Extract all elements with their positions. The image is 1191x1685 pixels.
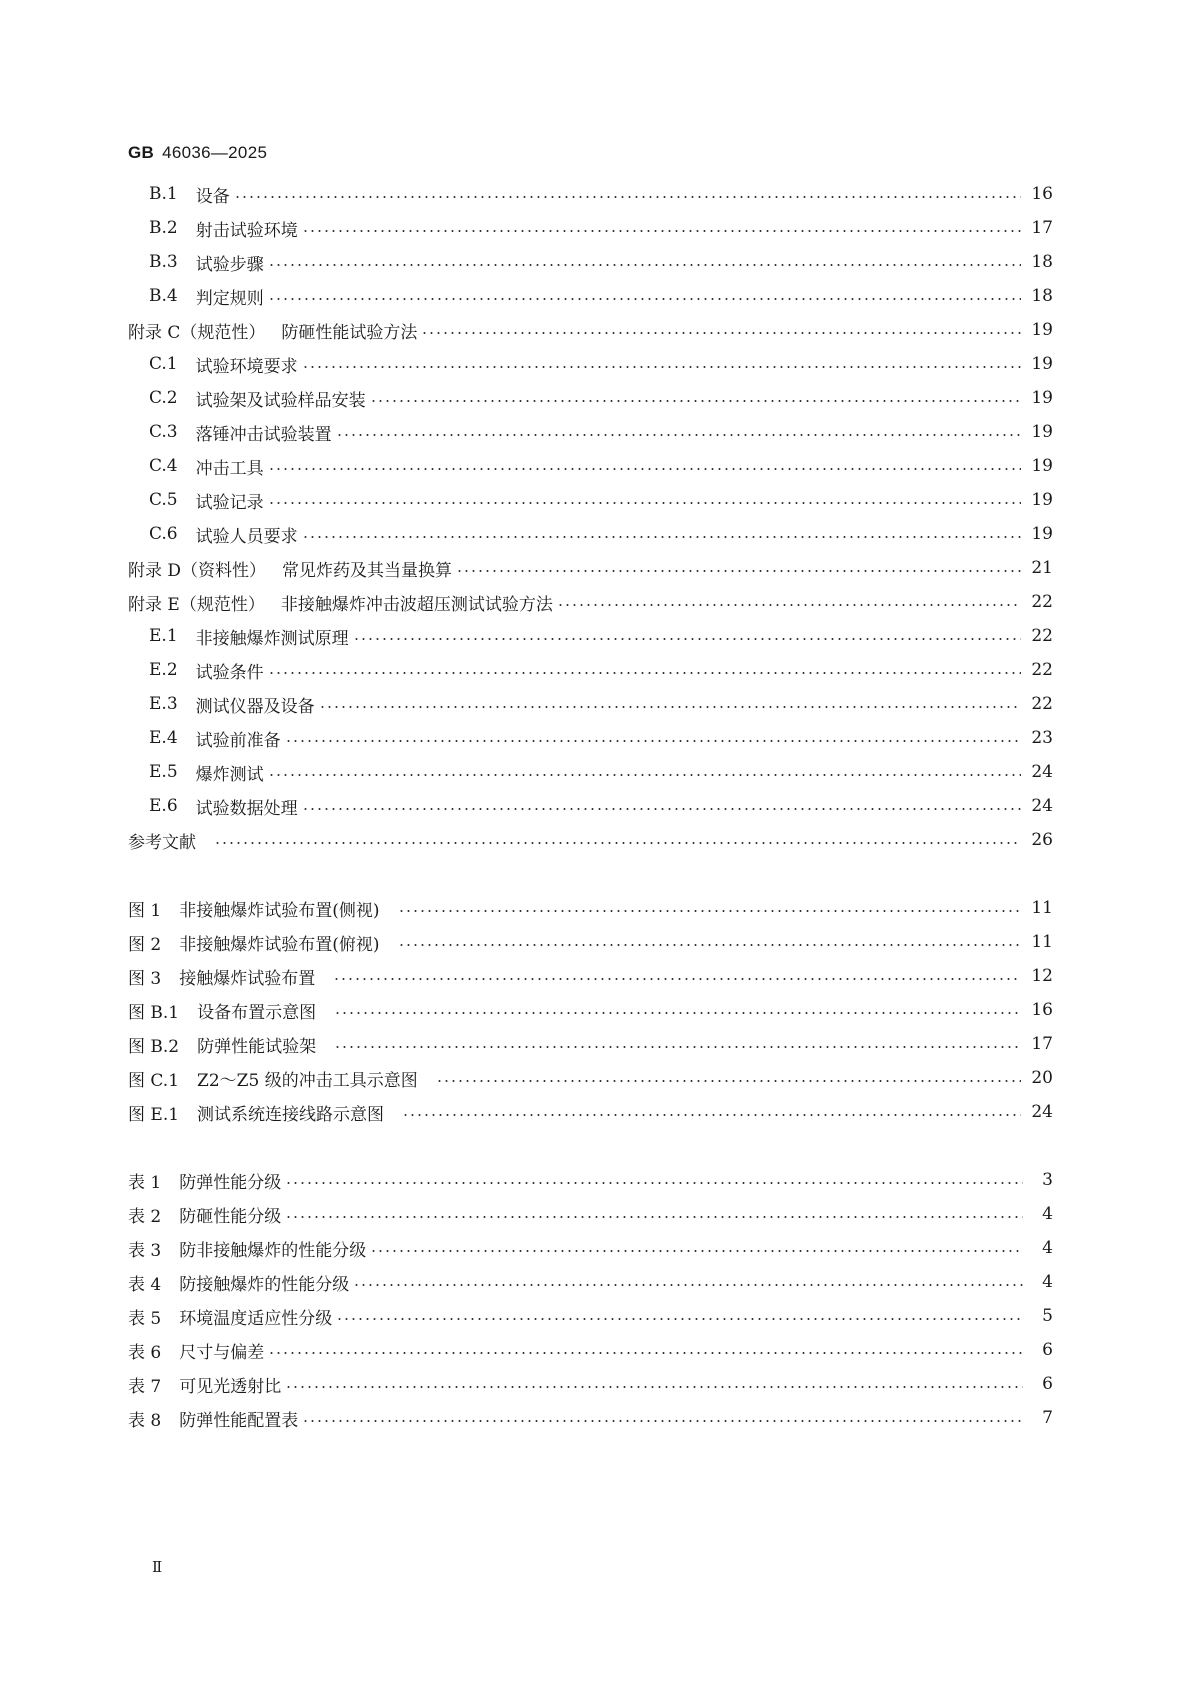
standard-number: 46036—2025: [162, 143, 268, 162]
leader-dots: [370, 1250, 1023, 1252]
figure-entry[interactable]: 图 C.1 Z2～Z5 级的冲击工具示意图 20: [128, 1068, 1053, 1091]
toc-entry[interactable]: C.1 试验环境要求 19: [149, 354, 1053, 377]
toc-entry[interactable]: E.6 试验数据处理 24: [149, 796, 1053, 819]
toc-appendix-entry[interactable]: 附录 E（规范性） 非接触爆炸冲击波超压测试试验方法 22: [128, 592, 1053, 615]
leader-dots: [302, 366, 1022, 368]
leader-dots: [319, 706, 1022, 708]
toc-entry[interactable]: E.3 测试仪器及设备 22: [149, 694, 1053, 717]
leader-dots: [268, 672, 1022, 674]
leader-dots: [334, 1012, 1021, 1014]
figure-entry[interactable]: 图 3 接触爆炸试验布置 12: [128, 966, 1053, 989]
toc-entry[interactable]: B.1 设备 16: [149, 184, 1053, 207]
leader-dots: [436, 1080, 1022, 1082]
table-entry[interactable]: 表 2 防砸性能分级 4: [128, 1204, 1053, 1227]
toc-appendix-entry[interactable]: 附录 D（资料性） 常见炸药及其当量换算 21: [128, 558, 1053, 581]
leader-dots: [402, 1114, 1021, 1116]
leader-dots: [398, 910, 1022, 912]
toc-entry[interactable]: C.4 冲击工具 19: [149, 456, 1053, 479]
leader-dots: [268, 774, 1022, 776]
toc-entry[interactable]: E.4 试验前准备 23: [149, 728, 1053, 751]
leader-dots: [336, 1318, 1023, 1320]
page-number: Ⅱ: [152, 1558, 163, 1576]
leader-dots: [268, 298, 1022, 300]
leader-dots: [302, 808, 1022, 810]
toc-entry[interactable]: B.2 射击试验环境 17: [149, 218, 1053, 241]
leader-dots: [456, 570, 1021, 572]
leader-dots: [336, 434, 1022, 436]
leader-dots: [214, 842, 1021, 844]
leader-dots: [334, 1046, 1021, 1048]
leader-dots: [333, 978, 1021, 980]
figure-entry[interactable]: 图 B.2 防弹性能试验架 17: [128, 1034, 1053, 1057]
table-entry[interactable]: 表 8 防弹性能配置表 7: [128, 1408, 1053, 1431]
table-entry[interactable]: 表 3 防非接触爆炸的性能分级 4: [128, 1238, 1053, 1261]
leader-dots: [268, 502, 1022, 504]
figure-entry[interactable]: 图 1 非接触爆炸试验布置(侧视) 11: [128, 898, 1053, 921]
leader-dots: [370, 400, 1022, 402]
leader-dots: [268, 264, 1022, 266]
table-entry[interactable]: 表 1 防弹性能分级 3: [128, 1170, 1053, 1193]
toc-entry[interactable]: C.2 试验架及试验样品安装 19: [149, 388, 1053, 411]
standard-prefix: GB: [128, 143, 155, 162]
leader-dots: [268, 468, 1022, 470]
figure-entry[interactable]: 图 B.1 设备布置示意图 16: [128, 1000, 1053, 1023]
toc-entry[interactable]: B.4 判定规则 18: [149, 286, 1053, 309]
table-entry[interactable]: 表 7 可见光透射比 6: [128, 1374, 1053, 1397]
document-header: [128, 143, 267, 163]
figure-entry[interactable]: 图 2 非接触爆炸试验布置(俯视) 11: [128, 932, 1053, 955]
toc-entry[interactable]: E.1 非接触爆炸测试原理 22: [149, 626, 1053, 649]
leader-dots: [234, 196, 1022, 198]
toc-entry[interactable]: C.6 试验人员要求 19: [149, 524, 1053, 547]
toc-entry[interactable]: E.2 试验条件 22: [149, 660, 1053, 683]
table-entry[interactable]: 表 5 环境温度适应性分级 5: [128, 1306, 1053, 1329]
toc-entry[interactable]: C.3 落锤冲击试验装置 19: [149, 422, 1053, 445]
leader-dots: [353, 638, 1022, 640]
leader-dots: [557, 604, 1022, 606]
toc-appendix-entry[interactable]: 附录 C（规范性） 防砸性能试验方法 19: [128, 320, 1053, 343]
leader-dots: [268, 1352, 1023, 1354]
leader-dots: [285, 740, 1022, 742]
leader-dots: [302, 230, 1022, 232]
figure-entry[interactable]: 图 E.1 测试系统连接线路示意图 24: [128, 1102, 1053, 1125]
leader-dots: [302, 1420, 1023, 1422]
toc-entry[interactable]: C.5 试验记录 19: [149, 490, 1053, 513]
leader-dots: [285, 1216, 1023, 1218]
toc-entry[interactable]: B.3 试验步骤 18: [149, 252, 1053, 275]
leader-dots: [285, 1182, 1023, 1184]
leader-dots: [353, 1284, 1023, 1286]
toc-references-entry[interactable]: 参考文献 26: [128, 830, 1053, 853]
table-entry[interactable]: 表 6 尺寸与偏差 6: [128, 1340, 1053, 1363]
table-entry[interactable]: 表 4 防接触爆炸的性能分级 4: [128, 1272, 1053, 1295]
leader-dots: [421, 332, 1021, 334]
leader-dots: [285, 1386, 1023, 1388]
toc-entry[interactable]: E.5 爆炸测试 24: [149, 762, 1053, 785]
leader-dots: [302, 536, 1022, 538]
leader-dots: [398, 944, 1022, 946]
